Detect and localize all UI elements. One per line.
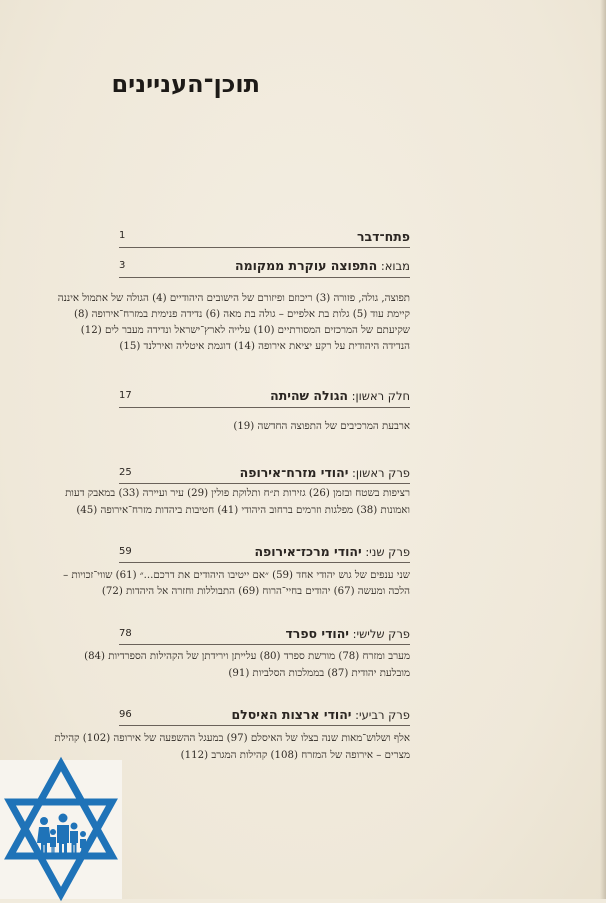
toc-heading-title: יהודי מרכז־אירופה [254,544,362,559]
toc-divider [119,277,410,278]
toc-page-number: 78 [119,628,132,639]
toc-page-number: 59 [119,546,132,557]
toc-heading [231,707,410,722]
toc-subtopic-line: ואמונות (38) מפלגות וזרמים ברחוב היהודי (41) חטיבות ביהדות מזרח־אירופה (45) [76,505,410,516]
toc-heading-title: יהודי ארצות האיסלם [231,707,352,722]
toc-divider [119,407,410,408]
page-title: תוכן־העניינים [111,70,260,98]
toc-heading-title: הגולה שהיתה [270,388,348,403]
toc-heading-lead: פרק ראשון: [352,466,410,480]
toc-page-number: 25 [119,467,132,478]
toc-heading [235,258,410,273]
toc-subtopic-line: מערב ומזרח (78) מורשת ספרד (80) עלייתן וירידתן של הקהילות הספרדיות (84) [84,651,410,662]
toc-subtopic-line: מצרים – אירופה של המזרח (108) קהילות המגרב (112) [180,750,410,761]
toc-heading-title: יהודי מזרח־אירופה [239,465,349,480]
toc-heading [240,465,410,480]
toc-subtopic-line: ארבעת המרכיבים של התפוצה החדשה (19) [233,421,410,432]
toc-heading [254,544,410,559]
toc-divider [119,725,410,726]
toc-divider [119,644,410,645]
toc-heading-lead: פרק שלישי: [352,627,410,641]
toc-heading-lead: פרק שני: [365,545,410,559]
star-of-david-family-logo [0,760,122,899]
toc-subtopic-line: שני ענפים של גוש יהודי אחד (59) ״אם ייטיבו היהודים את דרכם...״ (61) שווי־זכויות – [63,570,410,581]
toc-page-number: 3 [119,260,126,271]
page-gutter-shadow [600,0,606,899]
toc-subtopic-line: קיימת עוד (5) גלות בת אלפיים – גולה בת מאה (6) נדידה פנימית במזרח־אירופה (8) [74,309,410,320]
toc-subtopic-line: תפוצה, גולה, פזורה (3) ריכוזם ופיזורם של הישובים היהודיים (4) הגולה של אתמול איננה [57,293,410,304]
toc-divider [119,483,410,484]
toc-heading-lead: פרק רביעי: [355,708,410,722]
toc-subtopic-line: שקיעתם של המרכזים המסורתיים (10) עלייה לארץ־ישראל ונדידה מעבר לים (12) [80,325,410,336]
toc-page-number: 17 [119,390,132,401]
toc-heading-lead: מבוא: [380,259,410,273]
toc-subtopic-line: הלכה ומעשה (67) יהודים בחיי־הרוח (69) התבוללות וחזרה אל היהדות (72) [101,586,410,597]
toc-heading-title: פתח־דבר [356,229,410,244]
toc-heading [270,388,410,403]
toc-heading-title: התפוצה עוקרת ממקומה [234,258,378,273]
star-of-david-icon [0,760,122,899]
toc-subtopic-line: מובלעת יהודית (87) בממלכות הסלביות (91) [228,668,410,679]
toc-page-number: 96 [119,709,132,720]
toc-divider [119,247,410,248]
toc-heading-title: יהודי ספרד [285,626,349,641]
toc-heading [285,626,410,641]
toc-subtopic-line: הנדידה היהודית על רקע יציאת אירופה (14) דוגמת איטליה ואירלנד (15) [119,341,410,352]
family-figures-icon [37,814,86,858]
toc-subtopic-line: אלף ושלוש־מאות שנה בצלו של האיסלם (97) במעגל ההשפעה של אירופה (102) קהילת [54,733,410,744]
toc-page-number: 1 [119,230,126,241]
toc-subtopic-line: רציפות בשטח ובזמן (26) גזירות ת״ח ותלוקת פולין (29) עיר ועיירה (33) במאבק דעות [65,488,410,499]
toc-heading-lead: חלק ראשון: [351,389,410,403]
toc-heading [357,229,410,244]
toc-divider [119,562,410,563]
